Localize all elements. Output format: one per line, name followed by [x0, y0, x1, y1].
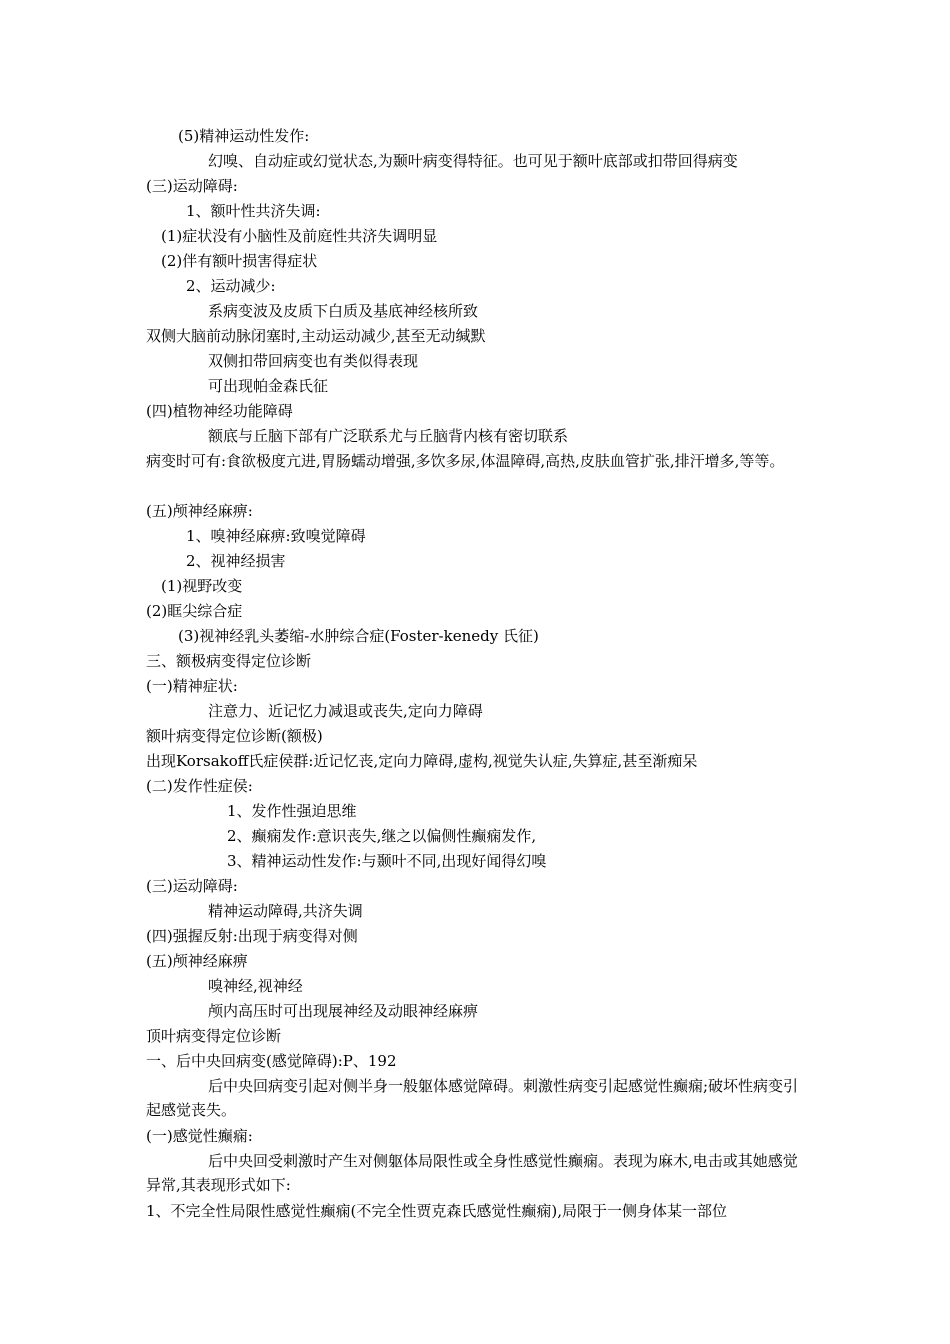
text-line: (1)症状没有小脑性及前庭性共济失调明显 — [161, 227, 438, 245]
section-heading-autonomic: (四)植物神经功能障碍 — [146, 402, 293, 420]
text-line: 双侧扣带回病变也有类似得表现 — [208, 352, 419, 370]
paragraph: 病变时可有:食欲极度亢进,胃肠蠕动增强,多饮多尿,体温障碍,高热,皮肤血管扩张,排汗增多,等等。 — [146, 452, 785, 470]
section-heading-paroxysmal: (二)发作性症侯: — [146, 777, 253, 795]
section-heading-cranial-nerve: (五)颅神经麻痹: — [146, 502, 253, 520]
text-line: 额叶病变得定位诊断(额极) — [146, 727, 323, 745]
list-item: 1、发作性强迫思维 — [227, 802, 357, 820]
text-line: 颅内高压时可出现展神经及动眼神经麻痹 — [208, 1002, 479, 1020]
text-line: 嗅神经,视神经 — [208, 977, 303, 995]
list-item-frontal-ataxia: 1、额叶性共济失调: — [186, 202, 321, 220]
text-line: 可出现帕金森氏征 — [208, 377, 329, 395]
section-heading-postcentral: 一、后中央回病变(感觉障碍):P、192 — [146, 1052, 397, 1070]
section-heading-mental: (一)精神症状: — [146, 677, 238, 695]
chapter-heading-parietal: 顶叶病变得定位诊断 — [146, 1027, 282, 1045]
chapter-heading-frontal-pole: 三、额极病变得定位诊断 — [146, 652, 312, 670]
text-line: 精神运动障碍,共济失调 — [208, 902, 363, 920]
text-line: 额底与丘脑下部有广泛联系尤与丘脑背内核有密切联系 — [208, 427, 569, 445]
text-line: 1、不完全性局限性感觉性癫痫(不完全性贾克森氏感觉性癫痫),局限于一侧身体某一部位 — [146, 1202, 728, 1220]
list-item-olfactory: 1、嗅神经麻痹:致嗅觉障碍 — [186, 527, 366, 545]
section-heading-cranial-nerve-palsy: (五)颅神经麻痹 — [146, 952, 248, 970]
list-item: 3、精神运动性发作:与颞叶不同,出现好闻得幻嗅 — [227, 852, 547, 870]
text-line: 双侧大脑前动脉闭塞时,主动运动减少,甚至无动缄默 — [146, 327, 486, 345]
subheading-psychomotor-seizure: (5)精神运动性发作: — [178, 127, 310, 145]
text-line: 注意力、近记忆力减退或丧失,定向力障碍 — [208, 702, 483, 720]
list-item-hypokinesia: 2、运动减少: — [186, 277, 276, 295]
text-line: 出现Korsakoff氏症侯群:近记忆丧,定向力障碍,虚构,视觉失认症,失算症,甚至渐痴呆 — [146, 752, 698, 770]
list-item: 2、癫痫发作:意识丧失,继之以偏侧性癫痫发作, — [227, 827, 537, 845]
text-line: (3)视神经乳头萎缩-水肿综合症(Foster-kenedy 氏征) — [178, 627, 539, 645]
paragraph: 后中央回受刺激时产生对侧躯体局限性或全身性感觉性癫痫。表现为麻木,电击或其她感觉异常,其表现形式如下: — [146, 1152, 798, 1194]
text-line: 幻嗅、自动症或幻觉状态,为颞叶病变得特征。也可见于额叶底部或扣带回得病变 — [208, 152, 738, 170]
text-line: (2)眶尖综合症 — [146, 602, 243, 620]
list-item-optic: 2、视神经损害 — [186, 552, 286, 570]
section-heading-grasp-reflex: (四)强握反射:出现于病变得对侧 — [146, 927, 358, 945]
text-line: (1)视野改变 — [161, 577, 243, 595]
section-heading-sensory-epilepsy: (一)感觉性癫痫: — [146, 1127, 253, 1145]
paragraph: 后中央回病变引起对侧半身一般躯体感觉障碍。刺激性病变引起感觉性癫痫;破坏性病变引起感觉丧失。 — [146, 1077, 799, 1119]
text-line: (2)伴有额叶损害得症状 — [161, 252, 318, 270]
section-heading-motor-disorder: (三)运动障碍: — [146, 177, 238, 195]
text-line: 系病变波及皮质下白质及基底神经核所致 — [208, 302, 479, 320]
section-heading-motor: (三)运动障碍: — [146, 877, 238, 895]
